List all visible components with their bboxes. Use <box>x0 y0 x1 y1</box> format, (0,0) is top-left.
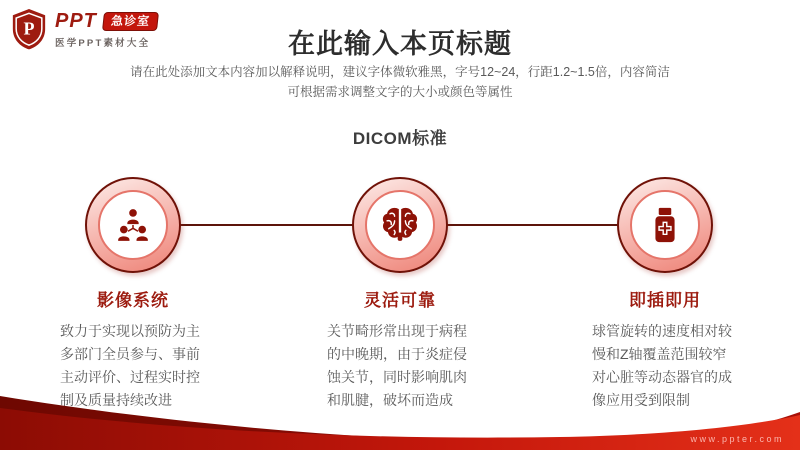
node-description: 关节畸形常出现于病程的中晚期，由于炎症侵蚀关节，同时影响肌肉和肌腱，破坏而造成 <box>327 323 467 408</box>
page-subtitle <box>0 62 800 102</box>
brand-badge: 急诊室 <box>102 12 159 31</box>
subtitle-line-1: 请在此处添加文本内容加以解释说明，建议字体微软雅黑，字号12~24，行距1.2~1.5倍，内容简洁 <box>130 65 670 79</box>
medicine-bottle-icon <box>645 205 685 245</box>
brand-name: PPT <box>55 10 97 32</box>
page-title: 在此输入本页标题 <box>288 29 512 59</box>
footer-wave-ribbon <box>0 388 800 450</box>
section-title: DICOM标准 <box>352 129 448 148</box>
node-circle <box>617 177 713 273</box>
node-label: 灵活可靠 <box>364 291 436 310</box>
node-circle <box>352 177 448 273</box>
node-description: 球管旋转的速度相对较慢和Z轴覆盖范围较窄对心脏等动态器官的成像应用受到限制 <box>592 323 732 408</box>
diagram-node-imaging-system <box>33 177 233 412</box>
team-icon <box>113 205 153 245</box>
node-label: 影像系统 <box>97 291 169 310</box>
node-circle <box>85 177 181 273</box>
website-url: www.ppter.com <box>690 434 784 444</box>
diagram-node-flexible-reliable <box>300 177 500 412</box>
svg-text:P: P <box>23 18 35 39</box>
brain-icon <box>380 205 420 245</box>
node-description: 致力于实现以预防为主多部门全员参与、事前主动评价、过程实时控制及质量持续改进 <box>60 323 200 408</box>
node-label: 即插即用 <box>629 291 701 310</box>
diagram-node-plug-and-play <box>565 177 765 412</box>
brand-tagline: 医学PPT素材大全 <box>55 38 151 49</box>
subtitle-line-2: 可根据需求调整文字的大小或颜色等属性 <box>287 85 513 99</box>
